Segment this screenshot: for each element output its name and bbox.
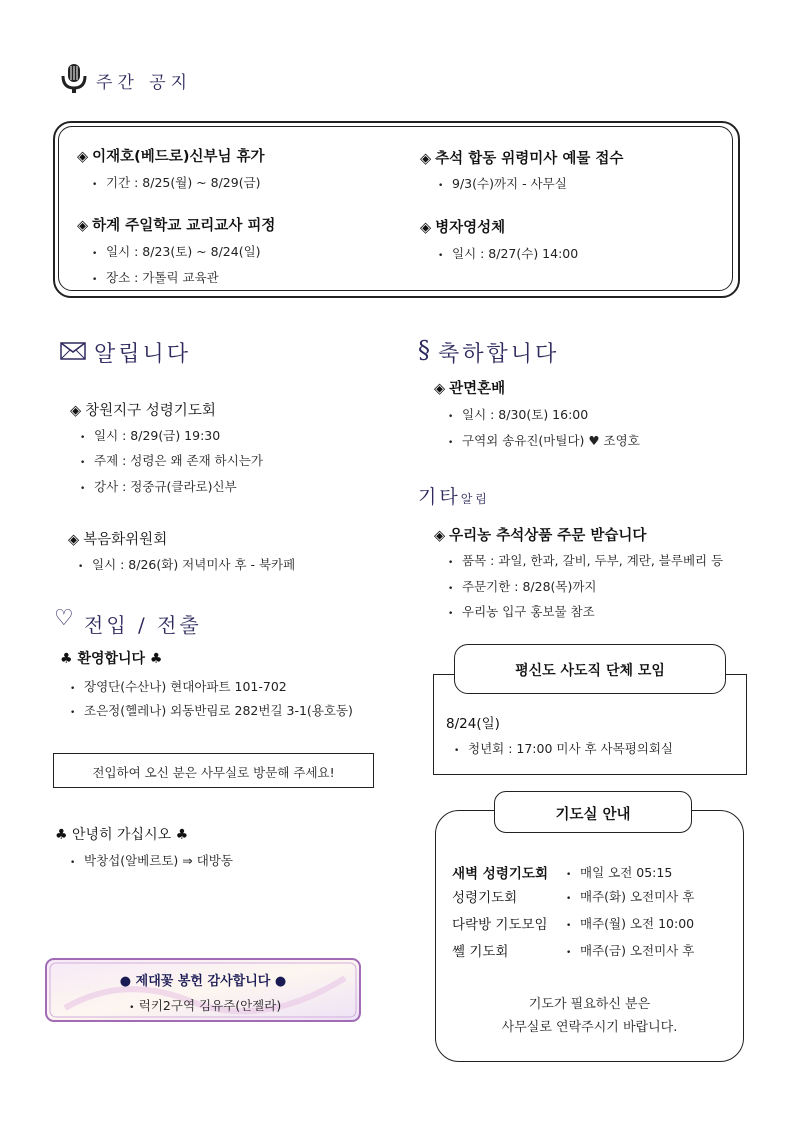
prayer-row-time: • 매주(월) 오전 10:00 bbox=[566, 916, 695, 931]
weekly-notice-title: 주간 공지 bbox=[96, 73, 193, 93]
other-item: • 품목 : 과일, 한과, 갈비, 두부, 계란, 블루베리 등 bbox=[448, 553, 724, 568]
weekly-item-detail: • 9/3(수)까지 - 사무실 bbox=[438, 176, 567, 191]
weekly-item-detail: • 일시 : 8/27(수) 14:00 bbox=[438, 246, 579, 261]
transfer-notice-text: 전입하여 오신 분은 사무실로 방문해 주세요! bbox=[92, 765, 335, 780]
other-item: • 우리농 입구 홍보물 참조 bbox=[448, 604, 595, 619]
weekly-item-detail: • 장소 : 가톨릭 교육관 bbox=[92, 270, 219, 285]
section-sign-icon: § bbox=[418, 336, 433, 364]
other-group-title: ◈ 우리농 추석상품 주문 받습니다 bbox=[434, 528, 647, 544]
meeting-item: • 청년회 : 17:00 미사 후 사목평의회실 bbox=[454, 741, 674, 756]
announce-item: • 일시 : 8/29(금) 19:30 bbox=[80, 428, 221, 443]
envelope-icon bbox=[60, 342, 86, 364]
microphone-icon bbox=[60, 62, 88, 100]
weekly-item-title: ◈ 병자영성체 bbox=[420, 220, 506, 236]
meeting-date: 8/24(일) bbox=[446, 716, 500, 732]
prayer-row-time: • 매주(금) 오전미사 후 bbox=[566, 943, 695, 958]
prayer-title: 기도실 안내 bbox=[555, 807, 631, 823]
prayer-footer-line-2: 사무실로 연락주시기 바랍니다. bbox=[501, 1020, 678, 1035]
flowers-item: • 럭키2구역 김유주(안젤라) bbox=[129, 998, 282, 1013]
prayer-row-name: 다락방 기도모임 bbox=[452, 917, 548, 933]
prayer-row-time: • 매주(화) 오전미사 후 bbox=[566, 889, 695, 904]
welcome-item: • 조은정(헬레나) 외동반림로 282번길 3-1(용호동) bbox=[70, 703, 353, 718]
prayer-footer-line-1: 기도가 필요하신 분은 bbox=[528, 997, 651, 1012]
announce-group-title: ◈ 복음화위원회 bbox=[68, 532, 168, 548]
weekly-item-title: ◈ 하계 주일학교 교리교사 피정 bbox=[77, 218, 276, 234]
weekly-item-detail: • 기간 : 8/25(월) ~ 8/29(금) bbox=[92, 175, 261, 190]
weekly-item-title: ◈ 추석 합동 위령미사 예물 접수 bbox=[420, 151, 624, 167]
prayer-row-name: 새벽 성령기도회 bbox=[452, 866, 548, 882]
announce-group-title: ◈ 창원지구 성령기도회 bbox=[70, 403, 216, 419]
transfer-title: 전입 / 전출 bbox=[84, 613, 202, 637]
congrats-title: 축하합니다 bbox=[438, 342, 560, 367]
prayer-row-name: 성령기도회 bbox=[452, 890, 518, 906]
other-title: 기타알림 bbox=[418, 486, 490, 508]
bye-item: • 박창섭(알베르토) ⇒ 대방동 bbox=[70, 853, 233, 868]
heart-outline-icon: ♡ bbox=[54, 606, 77, 631]
other-item: • 주문기한 : 8/28(목)까지 bbox=[448, 579, 597, 594]
announce-item: • 주제 : 성령은 왜 존재 하시는가 bbox=[80, 453, 263, 468]
weekly-item-title: ◈ 이재호(베드로)신부님 휴가 bbox=[77, 149, 265, 165]
flowers-title: ● 제대꽃 봉헌 감사합니다 ● bbox=[119, 974, 287, 989]
announce-item: • 일시 : 8/26(화) 저녁미사 후 - 북카페 bbox=[78, 557, 296, 572]
congrats-item: • 구역외 송유진(마틸다) ♥ 조영호 bbox=[448, 433, 640, 448]
congrats-group-title: ◈ 관면혼배 bbox=[434, 381, 506, 397]
announce-item: • 강사 : 정중규(클라로)신부 bbox=[80, 479, 237, 494]
welcome-item: • 장영단(수산나) 현대아파트 101-702 bbox=[70, 679, 287, 694]
prayer-row-time: • 매일 오전 05:15 bbox=[566, 865, 673, 880]
welcome-title: ♣ 환영합니다 ♣ bbox=[60, 651, 163, 667]
meeting-title: 평신도 사도직 단체 모임 bbox=[515, 663, 665, 679]
weekly-item-detail: • 일시 : 8/23(토) ~ 8/24(일) bbox=[92, 244, 261, 259]
bye-title: ♣ 안녕히 가십시오 ♣ bbox=[55, 827, 189, 843]
announce-title: 알립니다 bbox=[94, 342, 192, 367]
prayer-row-name: 쎌 기도회 bbox=[452, 944, 509, 960]
congrats-item: • 일시 : 8/30(토) 16:00 bbox=[448, 407, 589, 422]
